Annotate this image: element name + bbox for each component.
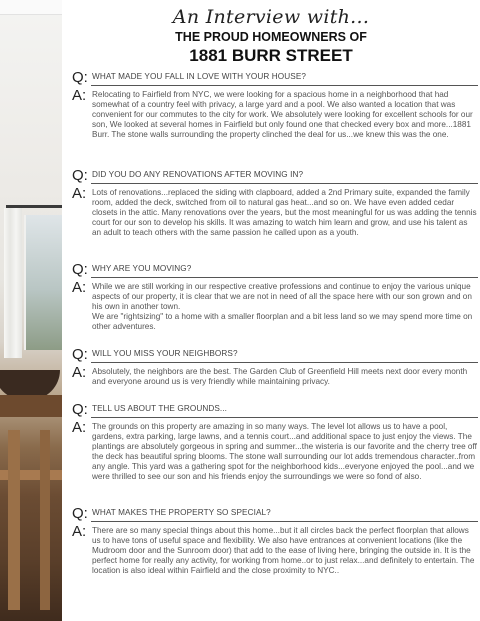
divider <box>91 417 478 418</box>
qa-item <box>72 505 478 576</box>
question-marker: Q: <box>72 261 88 278</box>
answer-marker: A: <box>72 419 87 436</box>
answer-marker: A: <box>72 523 87 540</box>
qa-item <box>72 401 478 482</box>
question-text: WHAT MADE YOU FALL IN LOVE WITH YOUR HOUSE? <box>92 72 307 81</box>
question-row <box>72 261 478 279</box>
answer-row <box>72 364 478 387</box>
answer-row <box>72 87 478 140</box>
chair-leg <box>8 430 20 610</box>
question-text: DID YOU DO ANY RENOVATIONS AFTER MOVING IN? <box>92 170 304 179</box>
question-marker: Q: <box>72 167 88 184</box>
answer-marker: A: <box>72 279 87 296</box>
qa-item <box>72 261 478 332</box>
question-text: WILL YOU MISS YOUR NEIGHBORS? <box>92 349 238 358</box>
dining-table <box>0 395 62 417</box>
qa-item <box>72 346 478 387</box>
answer-text: Lots of renovations...replaced the siding with clapboard, added a 2nd Primary suite, expanded the family room, added the deck, switched from oil to natural gas heat...and so on. We have even added cedar closets in the attic. Many renovations over the years, but the most meaningful for us was adding the tennis court for our son to develop his skills. It was amazing to watch him learn and grow, and use his talent as an adult to teach others with the same passion he called upon as a youth. <box>92 188 477 237</box>
divider <box>91 85 478 86</box>
curtain <box>4 208 22 358</box>
answer-row <box>72 185 478 238</box>
question-row <box>72 401 478 419</box>
question-row <box>72 69 478 87</box>
answer-row <box>72 523 478 576</box>
question-text: TELL US ABOUT THE GROUNDS... <box>92 404 228 413</box>
divider <box>91 183 478 184</box>
question-marker: Q: <box>72 69 88 86</box>
question-row <box>72 167 478 185</box>
answer-text: Relocating to Fairfield from NYC, we were looking for a spacious home in a neighborhood that had somewhat of a country feel with privacy, a large yard and a pool. We also wanted a location that was convenient for our commutes to the city for work. We absolutely were looking for excellent schools for our son, We looked at several homes in Fairfield but only found one that checked every box and more...1881 Burr. The stone walls surrounding the property clinched the deal for us...we knew this was the one. <box>92 90 473 139</box>
question-row <box>72 505 478 523</box>
interior-photo <box>0 0 62 621</box>
ceiling-beam <box>0 0 62 15</box>
question-marker: Q: <box>72 346 88 363</box>
question-row <box>72 346 478 364</box>
interview-content <box>62 0 480 621</box>
qa-item <box>72 69 478 140</box>
window <box>24 215 62 350</box>
divider <box>91 362 478 363</box>
answer-text: Absolutely, the neighbors are the best. The Garden Club of Greenfield Hill meets next door every month and everyone around us is very friendly while maintaining privacy. <box>92 367 468 386</box>
answer-marker: A: <box>72 185 87 202</box>
divider <box>91 277 478 278</box>
address-title: 1881 BURR STREET <box>189 46 353 65</box>
answer-row <box>72 279 478 332</box>
answer-row <box>72 419 478 482</box>
answer-marker: A: <box>72 364 87 381</box>
answer-text-continued: We are "rightsizing" to a home with a smaller floorplan and a bit less land so we may spend more time on other adventures. <box>92 312 473 331</box>
question-marker: Q: <box>72 505 88 522</box>
interview-heading: An Interview with... <box>172 6 370 28</box>
chair-leg <box>40 430 50 610</box>
question-text: WHY ARE YOU MOVING? <box>92 264 192 273</box>
answer-marker: A: <box>72 87 87 104</box>
answer-text: While we are still working in our respective creative professions and continue to enjoy the various unique aspects of our property, it is clear that we are not in need of all the space here with our son grown and on his own in another town. <box>92 282 472 311</box>
answer-text: The grounds on this property are amazing in so many ways. The level lot allows us to have a pool, gardens, extra parking, large lawns, and a tennis court...and additional space to just enjoy the views. The plantings are absolutely gorgeous in spring and summer...the wisteria is our favorite and the cherry tree off the deck has beautiful spring blooms. The stone wall surrounding our lot adds tremendous character..from any angle. This yard was a gathering spot for the neighborhood kids...everyone enjoyed the pool...and we were thrilled to see our son and his friends enjoy the surroundings we were so fond of also. <box>92 422 477 481</box>
answer-text: There are so many special things about this home...but it all circles back the perfect floorplan that allows us to have tons of useful space and flexibility. We also have entrances at convenient locations (like the Mudroom door and the Sunroom door) that add to the ease of living here, bringing the outside in. It is the perfect home for really any activity, for working from home..or to just relax...and definitely to entertain. The location is also ideal within Fairfield and the close proximity to NYC.. <box>92 526 475 575</box>
question-text: WHAT MAKES THE PROPERTY SO SPECIAL? <box>92 508 271 517</box>
question-marker: Q: <box>72 401 88 418</box>
divider <box>91 521 478 522</box>
homeowners-subtitle: THE PROUD HOMEOWNERS OF <box>175 30 367 44</box>
qa-item <box>72 167 478 238</box>
